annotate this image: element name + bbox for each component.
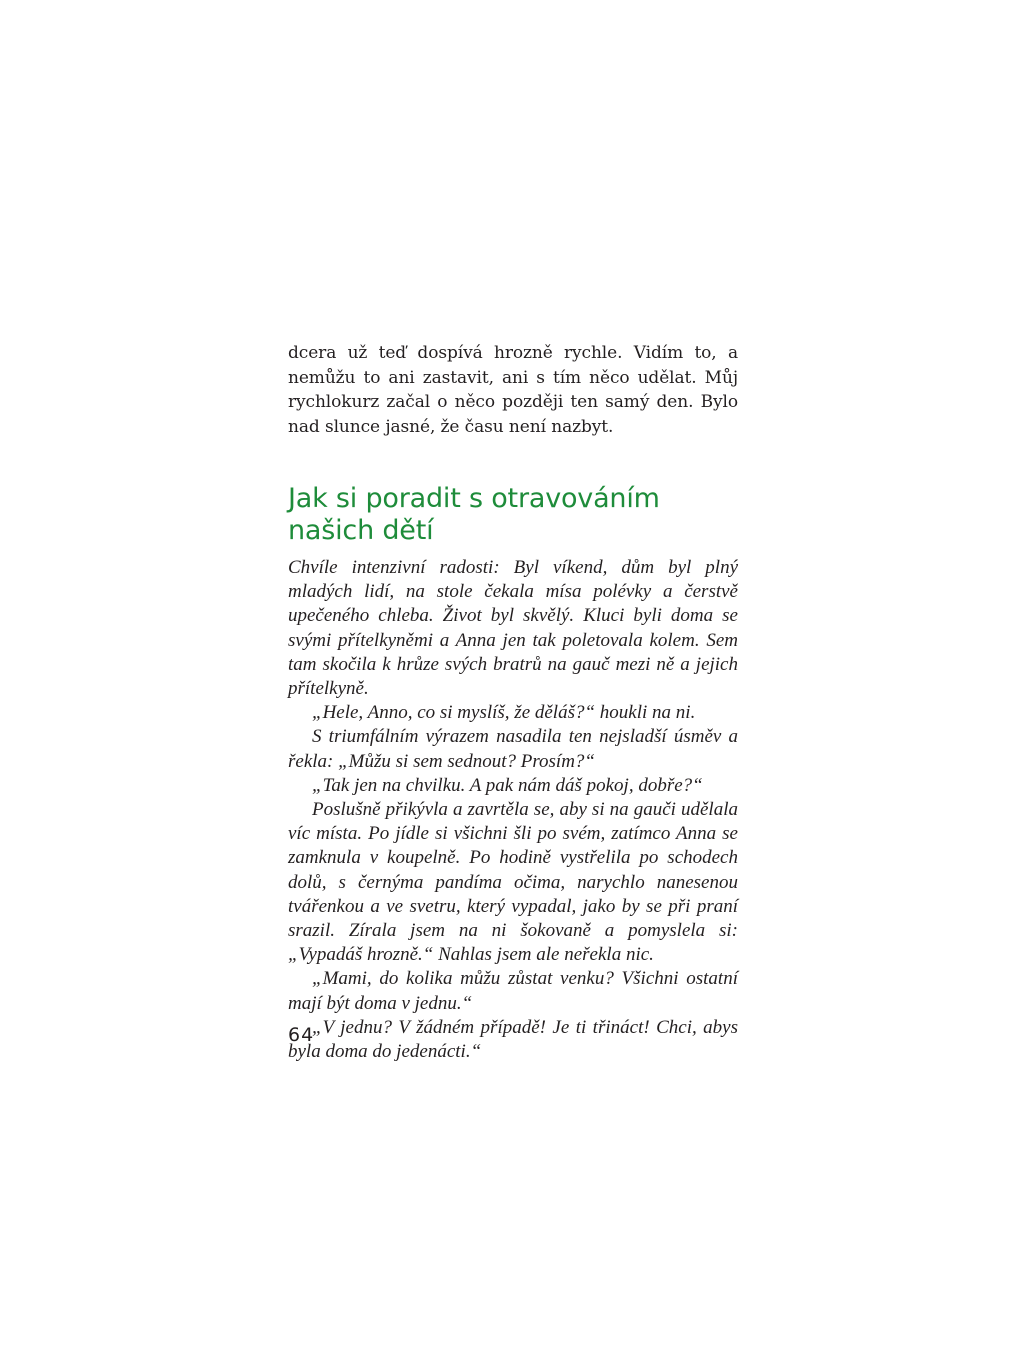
story-paragraph: S triumfálním výrazem nasadila ten nejsladší úsměv a řekla: „Můžu si sem sednout? Prosím?“ [288,726,738,772]
story-paragraph: „Hele, Anno, co si myslíš, že děláš?“ houkli na ni. [312,702,696,724]
story-paragraph: Chvíle intenzivní radosti: Byl víkend, dům byl plný mladých lidí, na stole čekala mísa polévky a čerstvě upečeného chleba. Život byl skvělý. Kluci byli doma se svými přítelkyněmi a Anna jen tak poletovala kolem. Sem tam skočila k hrůze svých bratrů na gauč mezi ně a jejich přítelkyně. [288,557,738,700]
story-text-block [288,556,738,1064]
story-paragraph: „Mami, do kolika můžu zůstat venku? Všichni ostatní mají být doma v jednu.“ [288,968,738,1014]
story-paragraph: „V jednu? V žádném případě! Je ti třináct! Chci, abys byla doma do jedenácti.“ [288,1016,738,1063]
story-paragraph: „Tak jen na chvilku. A pak nám dáš pokoj, dobře?“ [312,774,703,796]
story-paragraph: Poslušně přikývla a zavrtěla se, aby si na gauči udělala víc místa. Po jídle si všichni šli po svém, zatímco Anna se zamknula v koupelně. Po hodině vystřelila po schodech dolů, s černýma pandíma očima, narychlo nanesenou tvářenkou a ve svetru, který vypadal, jako by se při praní srazil. Zírala jsem na ni šokovaně a pomyslela si: „Vypadáš hrozně.“ Nahlas jsem ale neřekla nic. [288,799,738,966]
section-heading: Jak si poradit s otravováním našich dětí [288,483,660,546]
intro-paragraph: dcera už teď dospívá hrozně rychle. Vidím to, a nemůžu to ani zastavit, ani s tím něco udělat. Můj rychlokurz začal o něco později ten samý den. Bylo nad slunce jasné, že času není nazbyt. [288,343,738,437]
page-number: 64 [288,1024,315,1046]
intro-text-block [288,341,738,439]
